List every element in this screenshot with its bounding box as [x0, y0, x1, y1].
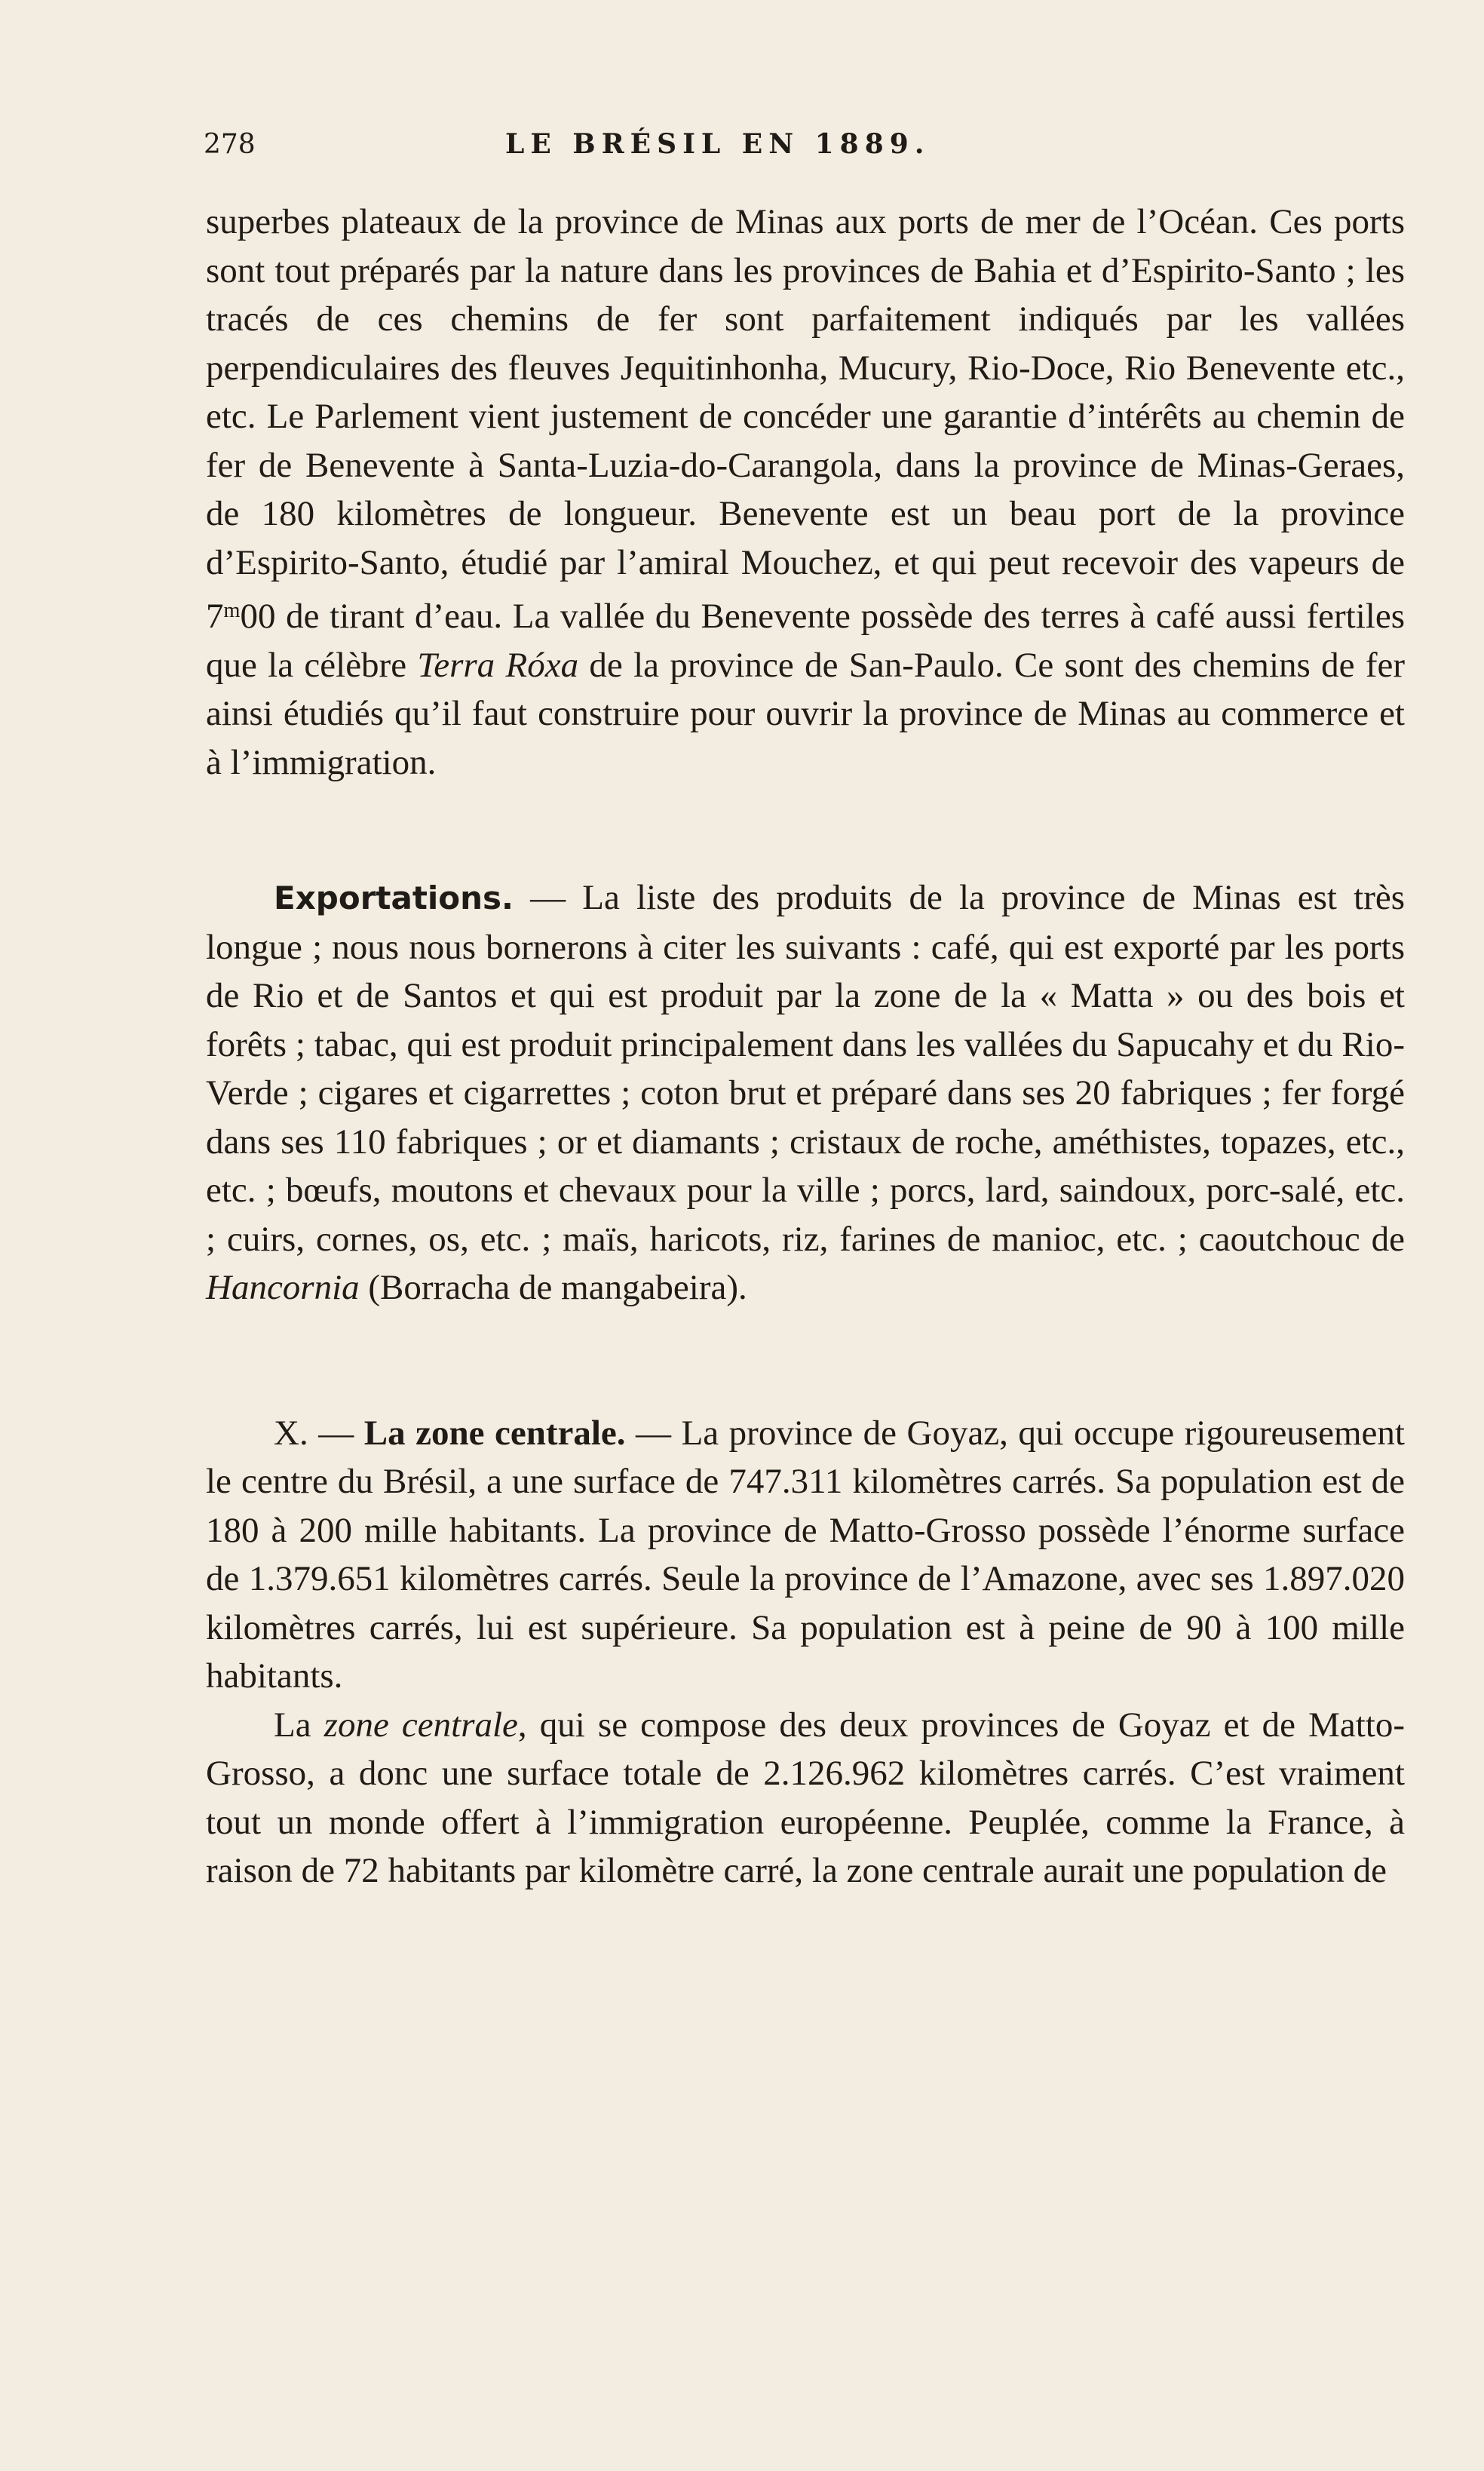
section-heading-zone-centrale: La zone centrale.: [363, 1413, 626, 1453]
superscript-unit: m: [223, 599, 241, 622]
italic-term: zone centrale: [323, 1705, 518, 1745]
section-number: X. —: [274, 1413, 364, 1453]
section-heading-exportations: Exportations.: [274, 879, 514, 917]
italic-term: Terra Róxa: [417, 645, 579, 685]
paragraph-text: 00 de tirant d’eau. La vallée du Benevente possède des terres à café aussi fertiles que la célèbre: [206, 597, 1405, 685]
paragraph-text: (Borracha de mangabeira).: [359, 1268, 747, 1308]
paragraph-text: — La liste des produits de la province de Minas est très longue ; nous nous bornerons à citer les suivants : café, qui est exporté par les ports de Rio et de Santos et qui est produit par la zone de la « Matta » ou des bois et forêts ; tabac, qui est produit principalement dans les vallées du Sapucahy et du Rio-Verde ; cigares et cigarrettes ; coton brut et préparé dans ses 20 fabriques ; fer forgé dans ses 110 fabriques ; or et diamants ; cristaux de roche, améthistes, topazes, etc., etc. ; bœufs, moutons et chevaux pour la ville ; porcs, lard, saindoux, porc-salé, etc. ; cuirs, cornes, os, etc. ; maïs, haricots, riz, farines de manioc, etc. ; caoutchouc de: [206, 878, 1405, 1259]
paragraph-exportations: [206, 873, 1405, 1312]
paragraph-text: — La province de Goyaz, qui occupe rigoureusement le centre du Brésil, a une surface de 747.311 kilomètres carrés. Sa population est de 180 à 200 mille habitants. La province de Matto-Grosso possède l’énorme surface de 1.379.651 kilomètres carrés. Seule la province de l’Amazone, avec ses 1.897.020 kilomètres carrés, lui est supérieure. Sa population est à peine de 90 à 100 mille habitants.: [206, 1413, 1405, 1696]
running-title: LE BRÉSIL EN 1889.: [505, 128, 931, 160]
page-header: [204, 128, 1410, 160]
italic-term: Hancornia: [206, 1268, 360, 1308]
paragraph-zone-surface: [206, 1701, 1405, 1895]
paragraph-zone-centrale: [206, 1409, 1405, 1701]
paragraph-text: de la province de San-Paulo. Ce sont des chemins de fer ainsi étudiés qu’il faut construire pour ouvrir la province de Minas au commerce et à l’immigration.: [206, 645, 1406, 782]
paragraph-text: La: [274, 1705, 324, 1745]
page-number: 278: [204, 129, 256, 160]
page-body: [206, 198, 1405, 1895]
paragraph-text: superbes plateaux de la province de Minas aux ports de mer de l’Océan. Ces ports sont tout préparés par la nature dans les provinces de Bahia et d’Espirito-Santo ; les tracés de ces chemins de fer sont parfaitement indiqués par les vallées perpendiculaires des fleuves Jequitinhonha, Mucury, Rio-Doce, Rio Benevente etc., etc. Le Parlement vient justement de concéder une garantie d’intérêts au chemin de fer de Benevente à Santa-Luzia-do-Carangola, dans la province de Minas-Geraes, de 180 kilomètres de longueur. Benevente est un beau port de la province d’Espirito-Santo, étudié par l’amiral Mouchez, et qui peut recevoir des vapeurs de 7: [206, 202, 1405, 637]
paragraph-minas-ports: [206, 198, 1405, 787]
paragraph-text: , qui se compose des deux provinces de Goyaz et de Matto-Grosso, a donc une surface totale de 2.126.962 kilomètres carrés. C’est vraiment tout un monde offert à l’immigration européenne. Peuplée, comme la France, à raison de 72 habitants par kilomètre carré, la zone centrale aurait une population de: [206, 1705, 1405, 1891]
